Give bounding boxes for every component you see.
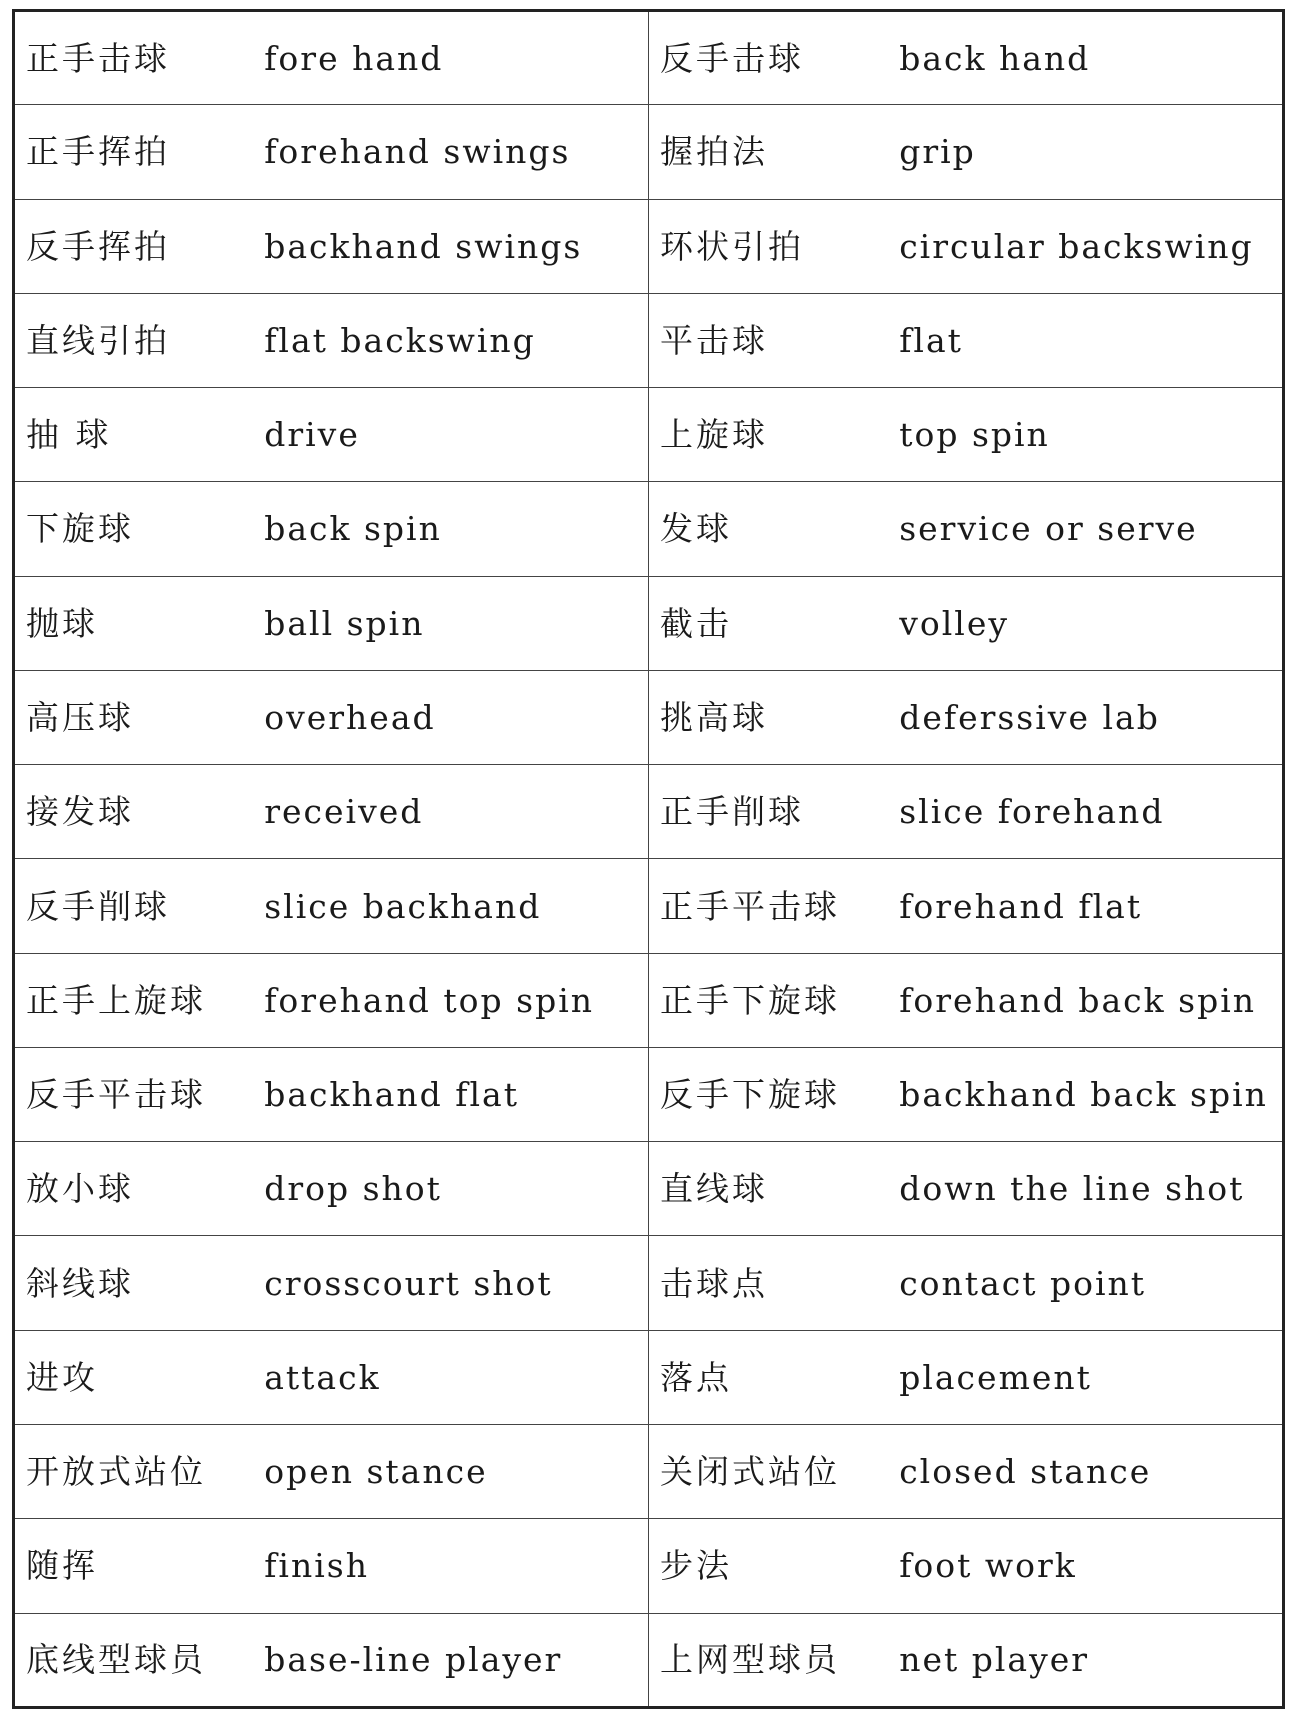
term-chinese-right: 直线球: [648, 1142, 898, 1236]
term-english-left: finish: [263, 1519, 648, 1613]
term-chinese-left: 随挥: [14, 1519, 264, 1613]
tennis-terms-body: [14, 11, 1284, 1708]
term-chinese-left: 开放式站位: [14, 1424, 264, 1518]
table-row: [14, 105, 1284, 199]
term-chinese-left: 反手平击球: [14, 1047, 264, 1141]
term-chinese-left: 放小球: [14, 1142, 264, 1236]
term-chinese-left: 正手挥拍: [14, 105, 264, 199]
table-row: [14, 953, 1284, 1047]
term-english-right: backhand back spin: [898, 1047, 1283, 1141]
term-chinese-left: 进攻: [14, 1330, 264, 1424]
term-english-left: ball spin: [263, 576, 648, 670]
term-english-left: forehand top spin: [263, 953, 648, 1047]
term-chinese-left: 斜线球: [14, 1236, 264, 1330]
term-english-left: crosscourt shot: [263, 1236, 648, 1330]
term-english-left: base-line player: [263, 1613, 648, 1707]
table-row: [14, 388, 1284, 482]
term-chinese-right: 步法: [648, 1519, 898, 1613]
term-english-left: drop shot: [263, 1142, 648, 1236]
term-english-right: contact point: [898, 1236, 1283, 1330]
term-english-right: closed stance: [898, 1424, 1283, 1518]
term-english-right: back hand: [898, 11, 1283, 105]
term-english-left: backhand flat: [263, 1047, 648, 1141]
table-row: [14, 11, 1284, 105]
term-english-left: back spin: [263, 482, 648, 576]
term-english-right: down the line shot: [898, 1142, 1283, 1236]
term-chinese-right: 发球: [648, 482, 898, 576]
table-row: [14, 765, 1284, 859]
table-row: [14, 1519, 1284, 1613]
table-row: [14, 1236, 1284, 1330]
term-chinese-right: 上网型球员: [659, 1640, 840, 1680]
term-english-left: fore hand: [263, 11, 648, 105]
table-row: [14, 293, 1284, 387]
table-row: [14, 1330, 1284, 1424]
table-row: [14, 1613, 1284, 1707]
term-english-left: backhand swings: [263, 199, 648, 293]
term-english-right: flat: [898, 293, 1283, 387]
table-row: [14, 482, 1284, 576]
term-english-right: deferssive lab: [898, 670, 1283, 764]
term-english-left: attack: [263, 1330, 648, 1424]
term-chinese-right: 关闭式站位: [648, 1424, 898, 1518]
term-chinese-right: 挑高球: [648, 670, 898, 764]
term-english-right: forehand back spin: [898, 953, 1283, 1047]
term-chinese-left: 正手上旋球: [14, 953, 264, 1047]
term-english-left: slice backhand: [263, 859, 648, 953]
term-chinese-left: 反手挥拍: [14, 199, 264, 293]
term-chinese-left: 正手击球: [14, 11, 264, 105]
term-chinese-right: 环状引拍: [648, 199, 898, 293]
tennis-terms-table: [12, 9, 1285, 1709]
table-row: [14, 576, 1284, 670]
term-chinese-right: 上旋球: [648, 388, 898, 482]
term-english-right: net player: [899, 1640, 1090, 1680]
term-chinese-right: 正手平击球: [648, 859, 898, 953]
term-english-left: overhead: [263, 670, 648, 764]
term-chinese-left: 底线型球员: [26, 1640, 206, 1680]
term-chinese-left: 下旋球: [14, 482, 264, 576]
term-english-right: top spin: [898, 388, 1283, 482]
table-row: [14, 859, 1284, 953]
term-chinese-right: 截击: [648, 576, 898, 670]
term-english-left: received: [263, 765, 648, 859]
term-english-right: volley: [898, 576, 1283, 670]
term-english-right: foot work: [898, 1519, 1283, 1613]
table-row: [14, 1047, 1284, 1141]
term-english-right: service or serve: [898, 482, 1283, 576]
term-english-left: open stance: [263, 1424, 648, 1518]
term-english-right: grip: [898, 105, 1283, 199]
table-row: [14, 1142, 1284, 1236]
term-chinese-right: 平击球: [648, 293, 898, 387]
table-row: [14, 1424, 1284, 1518]
table-row: [14, 199, 1284, 293]
term-chinese-right: 击球点: [648, 1236, 898, 1330]
term-english-right: circular backswing: [898, 199, 1283, 293]
term-chinese-right: 反手下旋球: [648, 1047, 898, 1141]
term-chinese-right: 反手击球: [648, 11, 898, 105]
term-chinese-right: 正手下旋球: [648, 953, 898, 1047]
term-english-right: slice forehand: [898, 765, 1283, 859]
term-chinese-left: 直线引拍: [14, 293, 264, 387]
term-chinese-left: 抛球: [14, 576, 264, 670]
term-english-left: forehand swings: [263, 105, 648, 199]
term-english-right: forehand flat: [898, 859, 1283, 953]
term-chinese-right: 正手削球: [648, 765, 898, 859]
term-chinese-left: 抽 球: [14, 388, 264, 482]
table-row: [14, 670, 1284, 764]
term-chinese-left: 高压球: [14, 670, 264, 764]
term-english-right: placement: [898, 1330, 1283, 1424]
term-english-left: flat backswing: [263, 293, 648, 387]
term-english-left: drive: [263, 388, 648, 482]
term-chinese-left: 接发球: [14, 765, 264, 859]
term-chinese-right: 握拍法: [648, 105, 898, 199]
term-chinese-left: 反手削球: [14, 859, 264, 953]
term-chinese-right: 落点: [648, 1330, 898, 1424]
